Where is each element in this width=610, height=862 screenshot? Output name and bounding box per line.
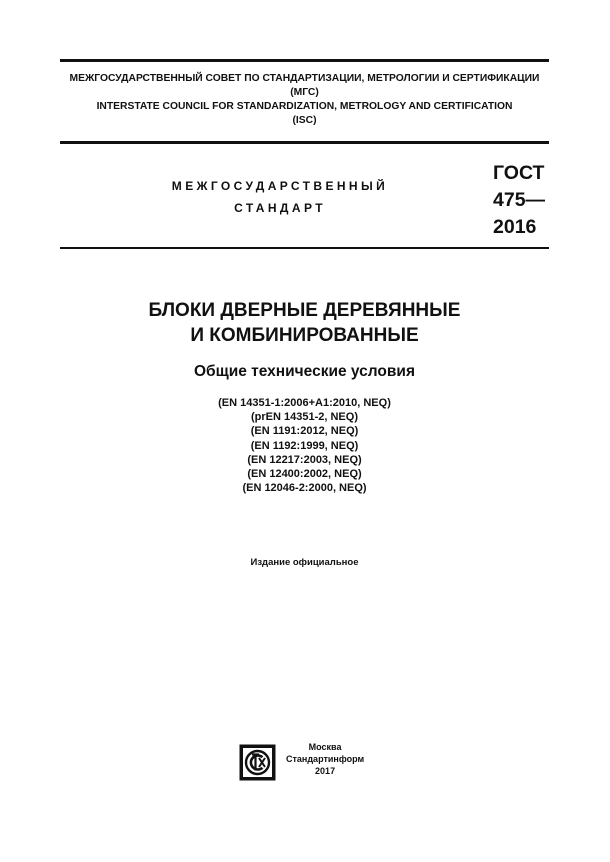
gost-line2: 475— [493, 189, 546, 211]
reference-item: (prEN 14351-2, NEQ) [251, 411, 358, 424]
gost-line3: 2016 [493, 216, 537, 238]
top-rule [60, 59, 549, 62]
publisher-text [286, 741, 364, 777]
gost-line1: ГОСТ [493, 162, 545, 184]
reference-item: (EN 1191:2012, NEQ) [250, 425, 359, 438]
reference-item: (EN 12046-2:2000, NEQ) [242, 482, 367, 495]
document-title [60, 298, 549, 348]
publisher-name: Стандартинформ [286, 754, 365, 764]
document-title-line1: БЛОКИ ДВЕРНЫЕ ДЕРЕВЯННЫЕ [148, 300, 461, 321]
reference-item: (EN 12217:2003, NEQ) [247, 453, 362, 466]
council-abbr-en: (ISC) [292, 115, 317, 126]
council-bottom-rule [60, 141, 549, 144]
publisher-city: Москва [308, 742, 342, 752]
publisher-year: 2017 [315, 766, 336, 776]
document-subtitle: Общие технические условия [194, 363, 415, 380]
reference-item: (EN 12400:2002, NEQ) [247, 468, 362, 481]
standard-label-line2: СТАНДАРТ [234, 201, 326, 215]
standard-label-line1: МЕЖГОСУДАРСТВЕННЫЙ [171, 179, 389, 193]
council-name-en: INTERSTATE COUNCIL FOR STANDARDIZATION, METROLOGY AND CERTIFICATION [96, 101, 513, 112]
standard-bottom-rule [60, 247, 549, 249]
council-header [60, 72, 549, 128]
gost-designation [493, 160, 545, 241]
reference-list [60, 396, 549, 495]
reference-item: (EN 14351-1:2006+A1:2010, NEQ) [218, 397, 391, 409]
reference-item: (EN 1192:1999, NEQ) [250, 439, 359, 452]
council-abbr-ru: (МГС) [290, 87, 319, 98]
publisher-block [239, 740, 399, 780]
edition-note: Издание официальное [250, 557, 359, 568]
standard-label [150, 175, 410, 219]
council-name-ru: МЕЖГОСУДАРСТВЕННЫЙ СОВЕТ ПО СТАНДАРТИЗАЦИИ, МЕТРОЛОГИИ И СЕРТИФИКАЦИИ [69, 73, 540, 84]
document-title-line2: И КОМБИНИРОВАННЫЕ [190, 325, 419, 346]
standartinform-logo-icon [239, 744, 276, 781]
